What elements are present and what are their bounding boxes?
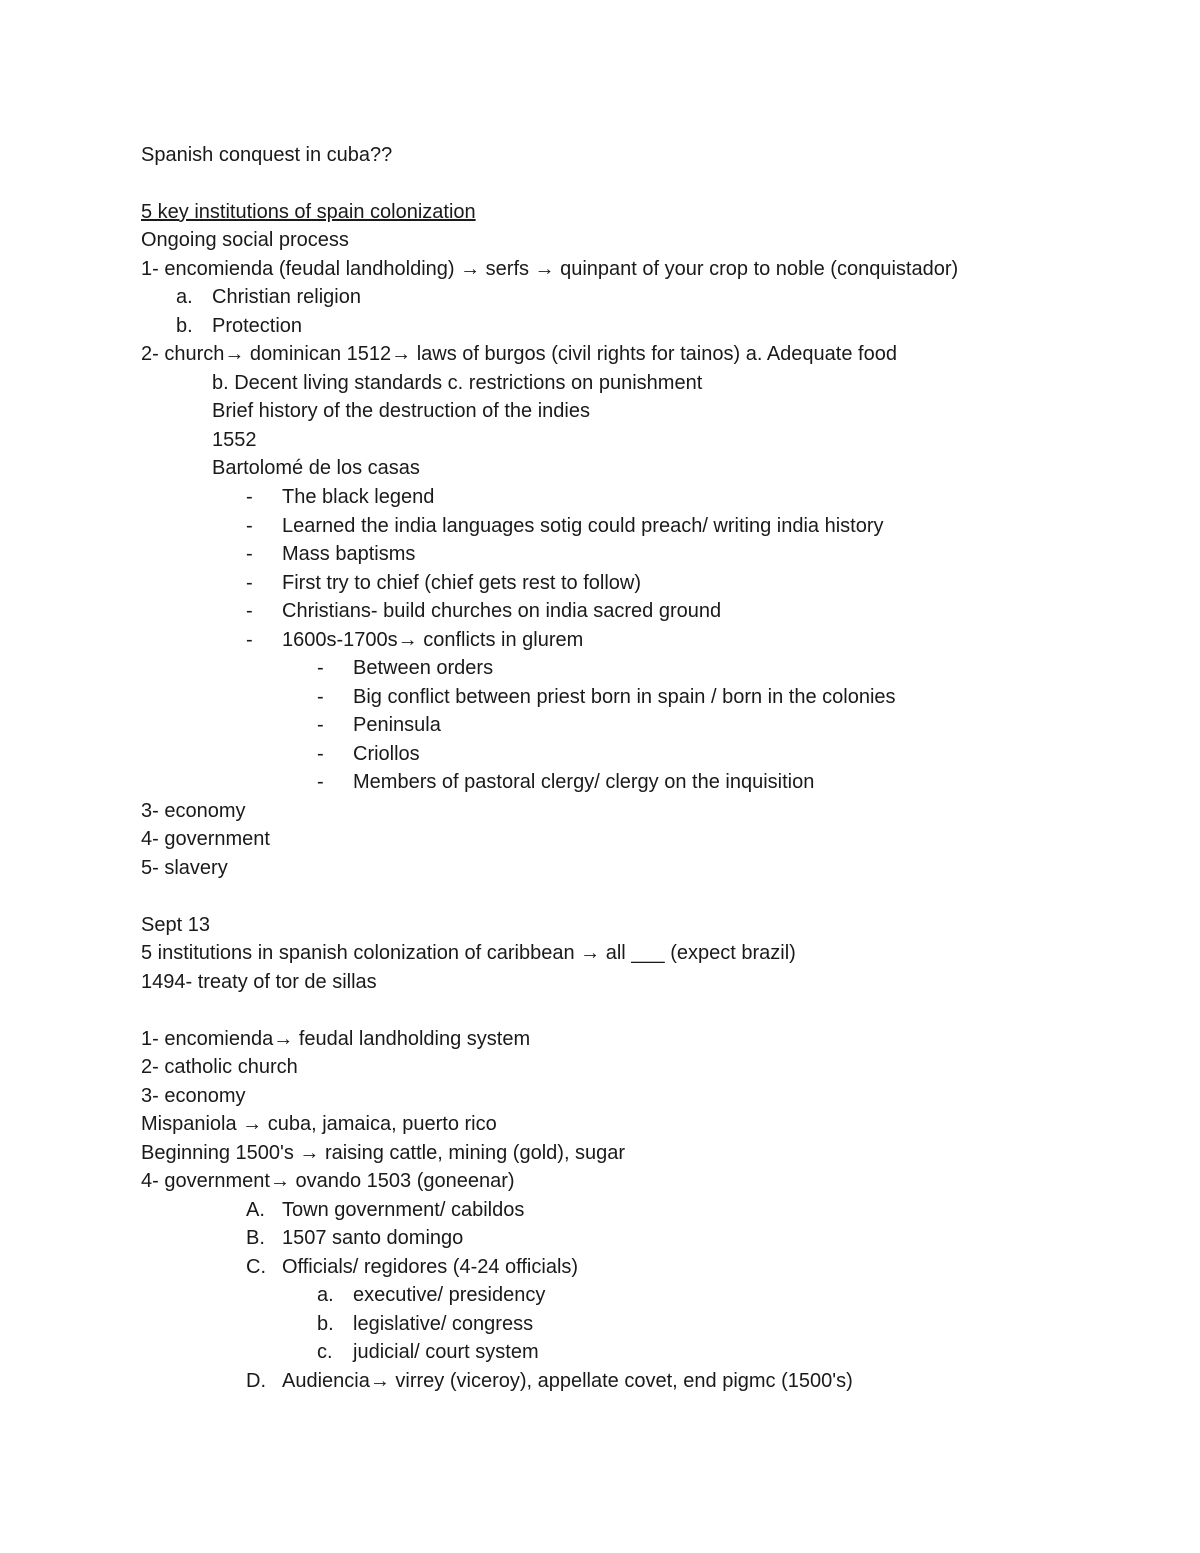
text-line: b. Decent living standards c. restrictions on punishment <box>212 372 703 394</box>
text-line: 1494- treaty of tor de sillas <box>141 971 377 993</box>
list-marker: C. <box>246 1256 266 1278</box>
numbered-item: 4- government <box>141 828 270 850</box>
bullet-marker: - <box>246 572 253 594</box>
text-line: Mispaniola → cuba, jamaica, puerto rico <box>141 1113 497 1135</box>
numbered-item: 4- government→ ovando 1503 (goneenar) <box>141 1170 515 1192</box>
numbered-item: 1- encomienda (feudal landholding) → serfs → quinpant of your crop to noble (conquistador) <box>141 258 959 280</box>
bullet-marker: - <box>317 714 324 736</box>
list-marker: B. <box>246 1227 265 1249</box>
bullet-marker: - <box>246 486 253 508</box>
list-marker: c. <box>317 1341 333 1363</box>
list-item: legislative/ congress <box>353 1313 534 1335</box>
list-marker: a. <box>176 286 193 308</box>
numbered-item: 1- encomienda→ feudal landholding system <box>141 1028 531 1050</box>
list-item: executive/ presidency <box>353 1284 546 1306</box>
bullet-item: Learned the india languages sotig could preach/ writing india history <box>282 515 884 537</box>
text-line: 5 institutions in spanish colonization of caribbean → all ___ (expect brazil) <box>141 942 796 964</box>
numbered-item: 5- slavery <box>141 857 228 879</box>
list-item: Audiencia→ virrey (viceroy), appellate covet, end pigmc (1500's) <box>282 1370 853 1392</box>
list-item: Officials/ regidores (4-24 officials) <box>282 1256 579 1278</box>
bullet-item: First try to chief (chief gets rest to follow) <box>282 572 641 594</box>
bullet-marker: - <box>246 600 253 622</box>
list-marker: a. <box>317 1284 334 1306</box>
bullet-item: Christians- build churches on india sacred ground <box>282 600 722 622</box>
bullet-marker: - <box>317 743 324 765</box>
list-marker: A. <box>246 1199 265 1221</box>
bullet-item: Mass baptisms <box>282 543 416 565</box>
list-marker: b. <box>317 1313 334 1335</box>
bullet-marker: - <box>246 515 253 537</box>
list-item: Town government/ cabildos <box>282 1199 525 1221</box>
document-title: Spanish conquest in cuba?? <box>141 144 393 166</box>
bullet-marker: - <box>317 657 324 679</box>
list-marker: D. <box>246 1370 266 1392</box>
numbered-item: 3- economy <box>141 800 246 822</box>
bullet-marker: - <box>246 543 253 565</box>
bullet-marker: - <box>246 629 253 651</box>
bullet-marker: - <box>317 686 324 708</box>
numbered-item: 2- catholic church <box>141 1056 298 1078</box>
list-item: Protection <box>212 315 303 337</box>
section-heading: 5 key institutions of spain colonization <box>141 201 476 223</box>
text-line: Bartolomé de los casas <box>212 457 420 479</box>
list-item: 1507 santo domingo <box>282 1227 464 1249</box>
sub-bullet-item: Criollos <box>353 743 420 765</box>
bullet-marker: - <box>317 771 324 793</box>
bullet-item: 1600s-1700s→ conflicts in glurem <box>282 629 584 651</box>
list-marker: b. <box>176 315 193 337</box>
numbered-item: 3- economy <box>141 1085 246 1107</box>
list-item: judicial/ court system <box>353 1341 539 1363</box>
sub-bullet-item: Peninsula <box>353 714 441 736</box>
text-line: Beginning 1500's → raising cattle, mining (gold), sugar <box>141 1142 626 1164</box>
section-subheading: Ongoing social process <box>141 229 349 251</box>
text-line: Brief history of the destruction of the indies <box>212 400 590 422</box>
sub-bullet-item: Big conflict between priest born in spain / born in the colonies <box>353 686 896 708</box>
list-item: Christian religion <box>212 286 361 308</box>
sub-bullet-item: Members of pastoral clergy/ clergy on the inquisition <box>353 771 815 793</box>
sub-bullet-item: Between orders <box>353 657 494 679</box>
date-heading: Sept 13 <box>141 914 210 936</box>
bullet-item: The black legend <box>282 486 435 508</box>
numbered-item: 2- church→ dominican 1512→ laws of burgos (civil rights for tainos) a. Adequate food <box>141 343 897 365</box>
text-line: 1552 <box>212 429 257 451</box>
